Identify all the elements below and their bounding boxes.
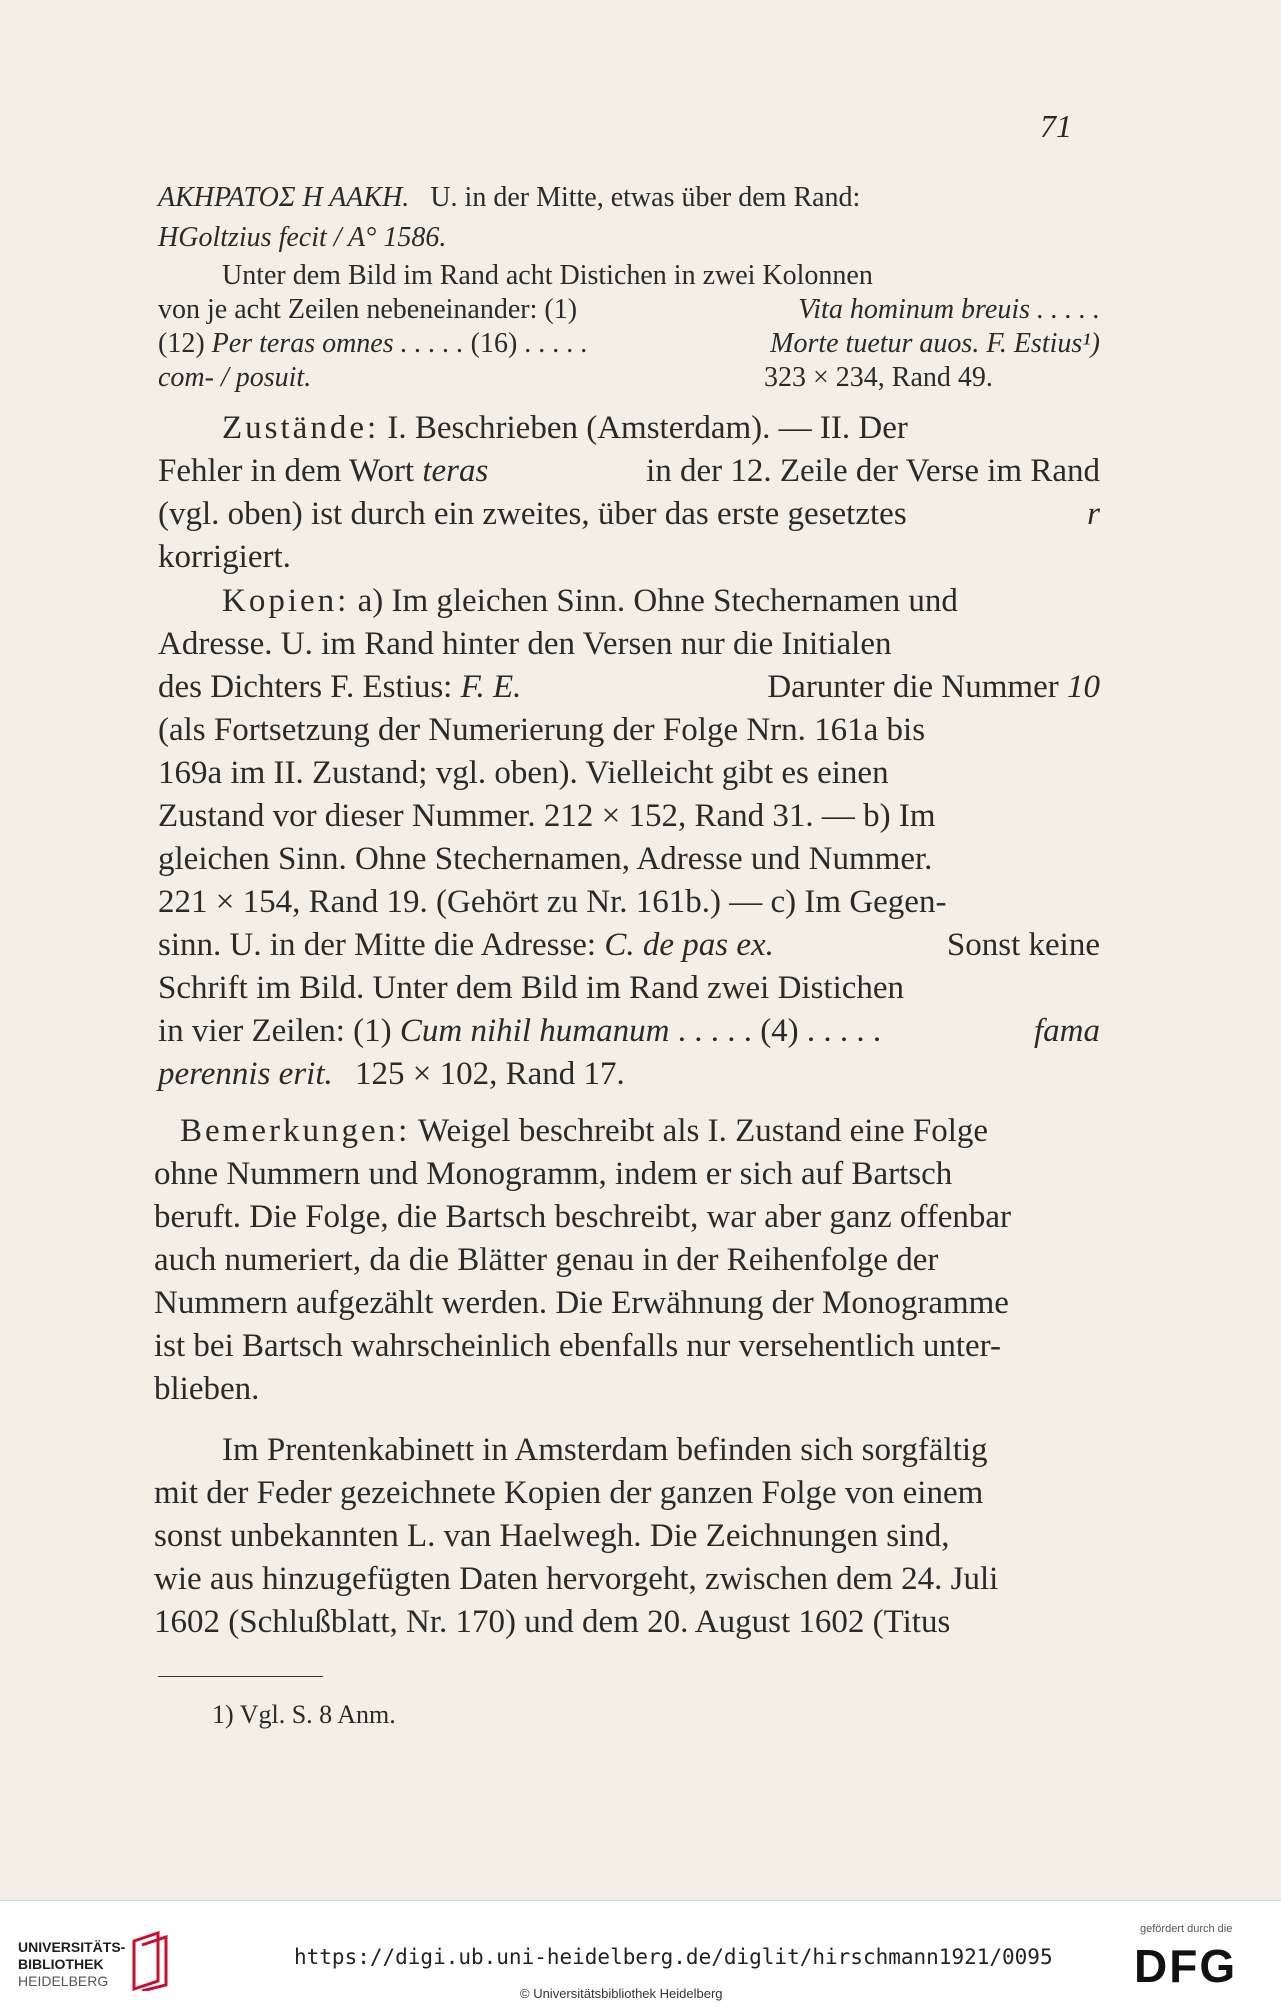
text-span: r	[1087, 496, 1100, 532]
section-heading: Zustände:	[222, 410, 380, 446]
page-number: 71	[1040, 108, 1072, 144]
text-span: perennis erit.	[158, 1056, 333, 1092]
text-span: Fehler in dem Wort teras	[158, 453, 489, 489]
footnote-text: Vgl. S. 8 Anm.	[239, 1700, 396, 1729]
text-span: Sonst keine	[946, 927, 1100, 963]
text-span: 125 × 102, Rand 17.	[355, 1056, 625, 1092]
footnote	[212, 1700, 396, 1730]
text-line: Unter dem Bild im Rand acht Distichen in zwei Kolonnen	[222, 260, 873, 291]
text-span: U. in der Mitte, etwas über dem Rand:	[430, 182, 861, 213]
logo-line: BIBLIOTHEK	[18, 1956, 104, 1972]
footnote-marker: 1)	[212, 1700, 234, 1729]
text-span: Morte tuetur auos. F. Estius¹)	[770, 328, 1100, 359]
text-line	[158, 496, 1100, 533]
section-heading: Bemerkungen:	[180, 1113, 411, 1149]
text-span: I. Beschrieben (Amsterdam). — II. Der	[387, 410, 908, 446]
text-line: Nummern aufgezählt werden. Die Erwähnung der Monogramme	[154, 1285, 1009, 1321]
text-line: 169a im II. Zustand; vgl. oben). Vielleicht gibt es einen	[158, 755, 889, 791]
text-span: fama	[1034, 1013, 1100, 1049]
text-span: Darunter die Nummer 10	[767, 669, 1100, 705]
text-span: von je acht Zeilen nebeneinander: (1)	[158, 294, 578, 325]
text-line	[158, 583, 1100, 620]
text-line: Im Prentenkabinett in Amsterdam befinden sich sorgfältig	[222, 1432, 988, 1468]
text-line: Schrift im Bild. Unter dem Bild im Rand zwei Distichen	[158, 970, 905, 1006]
text-line: 1602 (Schlußblatt, Nr. 170) und dem 20. August 1602 (Titus	[154, 1604, 951, 1640]
text-line	[158, 669, 1100, 706]
text-span: Vita hominum breuis . . . . .	[798, 294, 1100, 325]
permalink-url[interactable]: https://digi.ub.uni-heidelberg.de/diglit/hirschmann1921/0095	[294, 1945, 1053, 1969]
text-line	[158, 182, 1100, 214]
text-line	[158, 1113, 1100, 1150]
text-span: 323 × 234, Rand 49.	[764, 362, 993, 393]
text-line: Zustand vor dieser Nummer. 212 × 152, Rand 31. — b) Im	[158, 798, 936, 834]
text-span: com- / posuit.	[158, 362, 312, 393]
footnote-rule	[158, 1676, 323, 1677]
text-line: gleichen Sinn. Ohne Stechernamen, Adresse und Nummer.	[158, 841, 933, 877]
text-line: 221 × 154, Rand 19. (Gehört zu Nr. 161b.) — c) Im Gegen-	[158, 884, 947, 920]
text-line: mit der Feder gezeichnete Kopien der ganzen Folge von einem	[154, 1475, 984, 1511]
text-line	[158, 410, 1100, 447]
text-line	[158, 1056, 1100, 1093]
text-line: auch numeriert, da die Blätter genau in der Reihenfolge der	[154, 1242, 939, 1278]
text-line: ist bei Bartsch wahrscheinlich ebenfalls nur versehentlich unter-	[154, 1328, 1001, 1364]
text-line: ohne Nummern und Monogramm, indem er sich auf Bartsch	[154, 1156, 953, 1192]
text-span: (12) Per teras omnes . . . . . (16) . . . . .	[158, 328, 588, 359]
text-line: wie aus hinzugefügten Daten hervorgeht, zwischen dem 24. Juli	[154, 1561, 999, 1597]
library-logo-text[interactable]	[18, 1939, 125, 1990]
logo-line: HEIDELBERG	[18, 1973, 109, 1989]
greek-inscription: AKHPATOΣ H AAKH.	[158, 182, 410, 213]
text-span: Weigel beschreibt als I. Zustand eine Folge	[417, 1113, 989, 1149]
text-line: sonst unbekannten L. van Haelwegh. Die Zeichnungen sind,	[154, 1518, 950, 1554]
copyright-text: © Universitätsbibliothek Heidelberg	[520, 1986, 723, 2001]
dfg-logo[interactable]: DFG	[1134, 1940, 1238, 1992]
text-line	[158, 453, 1100, 490]
text-line	[158, 294, 1100, 326]
text-line	[158, 1013, 1100, 1050]
text-span: des Dichters F. Estius: F. E.	[158, 669, 522, 705]
text-line	[158, 328, 1100, 360]
text-span: (vgl. oben) ist durch ein zweites, über das erste gesetztes	[158, 496, 907, 532]
footer-bar	[0, 1900, 1281, 2012]
text-line: beruft. Die Folge, die Bartsch beschreibt, war aber ganz offenbar	[154, 1199, 1012, 1235]
text-line: korrigiert.	[158, 539, 291, 575]
library-logo-icon[interactable]	[128, 1931, 178, 1991]
text-span: in der 12. Zeile der Verse im Rand	[646, 453, 1100, 489]
text-line	[158, 362, 1100, 394]
text-span: a) Im gleichen Sinn. Ohne Stechernamen und	[357, 583, 958, 619]
funding-note: gefördert durch die	[1140, 1923, 1233, 1935]
text-line: blieben.	[154, 1371, 260, 1407]
logo-line: UNIVERSITÄTS-	[18, 1939, 126, 1955]
section-heading: Kopien:	[222, 583, 350, 619]
text-line: HGoltzius fecit / A° 1586.	[158, 222, 447, 253]
text-span: in vier Zeilen: (1) Cum nihil humanum . . . . . (4) . . . . .	[158, 1013, 882, 1049]
text-line: Adresse. U. im Rand hinter den Versen nur die Initialen	[158, 626, 892, 662]
text-line: (als Fortsetzung der Numerierung der Folge Nrn. 161a bis	[158, 712, 926, 748]
text-span: sinn. U. in der Mitte die Adresse: C. de pas ex.	[158, 927, 774, 963]
text-line	[158, 927, 1100, 964]
